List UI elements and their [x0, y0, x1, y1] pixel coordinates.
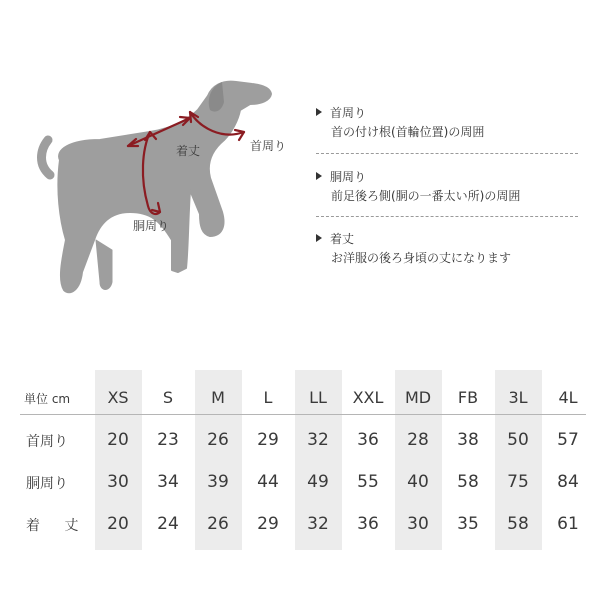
diagram-label-chest: 胴周り [133, 219, 170, 233]
legend-neck [316, 104, 578, 142]
table-cell: 20 [107, 430, 129, 450]
table-cell: 44 [257, 472, 279, 492]
table-cell: 26 [207, 514, 229, 534]
table-cell: 61 [557, 514, 579, 534]
table-cell: 26 [207, 430, 229, 450]
legend-neck-desc: 首の付け根(首輪位置)の周囲 [331, 125, 485, 139]
diagram-label-neck: 首周り [250, 139, 287, 153]
table-cell: 24 [157, 514, 179, 534]
legend-length-desc: お洋服の後ろ身頃の丈になります [331, 251, 512, 265]
table-cell: 38 [457, 430, 479, 450]
table-cell: 23 [157, 430, 179, 450]
table-cell: 30 [107, 472, 129, 492]
size-header: MD [404, 388, 432, 407]
table-cell: 20 [107, 514, 129, 534]
table-cell: 55 [357, 472, 379, 492]
table-cell: 36 [357, 514, 379, 534]
table-cell: 30 [407, 514, 429, 534]
table-cell: 58 [457, 472, 479, 492]
size-header: XXL [352, 388, 384, 407]
size-header: LL [309, 388, 327, 407]
table-cell: 84 [557, 472, 579, 492]
table-cell: 32 [307, 514, 329, 534]
header-divider [20, 414, 586, 415]
table-cell: 28 [407, 430, 429, 450]
legend-chest [316, 168, 578, 206]
table-cell: 49 [307, 472, 329, 492]
table-cell: 36 [357, 430, 379, 450]
legend-chest-desc: 前足後ろ側(胴の一番太い所)の周囲 [331, 189, 521, 203]
table-cell: 40 [407, 472, 429, 492]
size-header: 4L [558, 388, 578, 407]
table-cell: 35 [457, 514, 479, 534]
row-label-length: 着 丈 [26, 518, 89, 534]
size-header: FB [457, 388, 479, 407]
unit-label: 単位 cm [24, 392, 71, 406]
diagram-label-length: 着丈 [176, 144, 201, 158]
legend-length-name: 着丈 [330, 232, 355, 246]
size-header: XS [107, 388, 129, 407]
legend-divider [316, 216, 578, 217]
table-cell: 29 [257, 430, 279, 450]
size-header: S [162, 388, 174, 407]
legend-length [316, 230, 578, 268]
bullet-arrow-icon [316, 234, 322, 242]
dog-silhouette [42, 82, 272, 293]
bullet-arrow-icon [316, 108, 322, 116]
table-cell: 39 [207, 472, 229, 492]
dog-measurement-diagram [0, 0, 310, 310]
size-header: M [211, 388, 225, 407]
legend-chest-name: 胴周り [330, 170, 367, 184]
table-cell: 58 [507, 514, 529, 534]
bullet-arrow-icon [316, 172, 322, 180]
table-cell: 50 [507, 430, 529, 450]
size-header: L [263, 388, 273, 407]
table-cell: 34 [157, 472, 179, 492]
table-cell: 29 [257, 514, 279, 534]
legend-neck-name: 首周り [330, 106, 367, 120]
row-label-neck: 首周り [26, 434, 68, 450]
table-cell: 75 [507, 472, 529, 492]
table-cell: 57 [557, 430, 579, 450]
row-label-chest: 胴周り [26, 476, 68, 492]
table-cell: 32 [307, 430, 329, 450]
size-header: 3L [508, 388, 528, 407]
legend-divider [316, 153, 578, 154]
